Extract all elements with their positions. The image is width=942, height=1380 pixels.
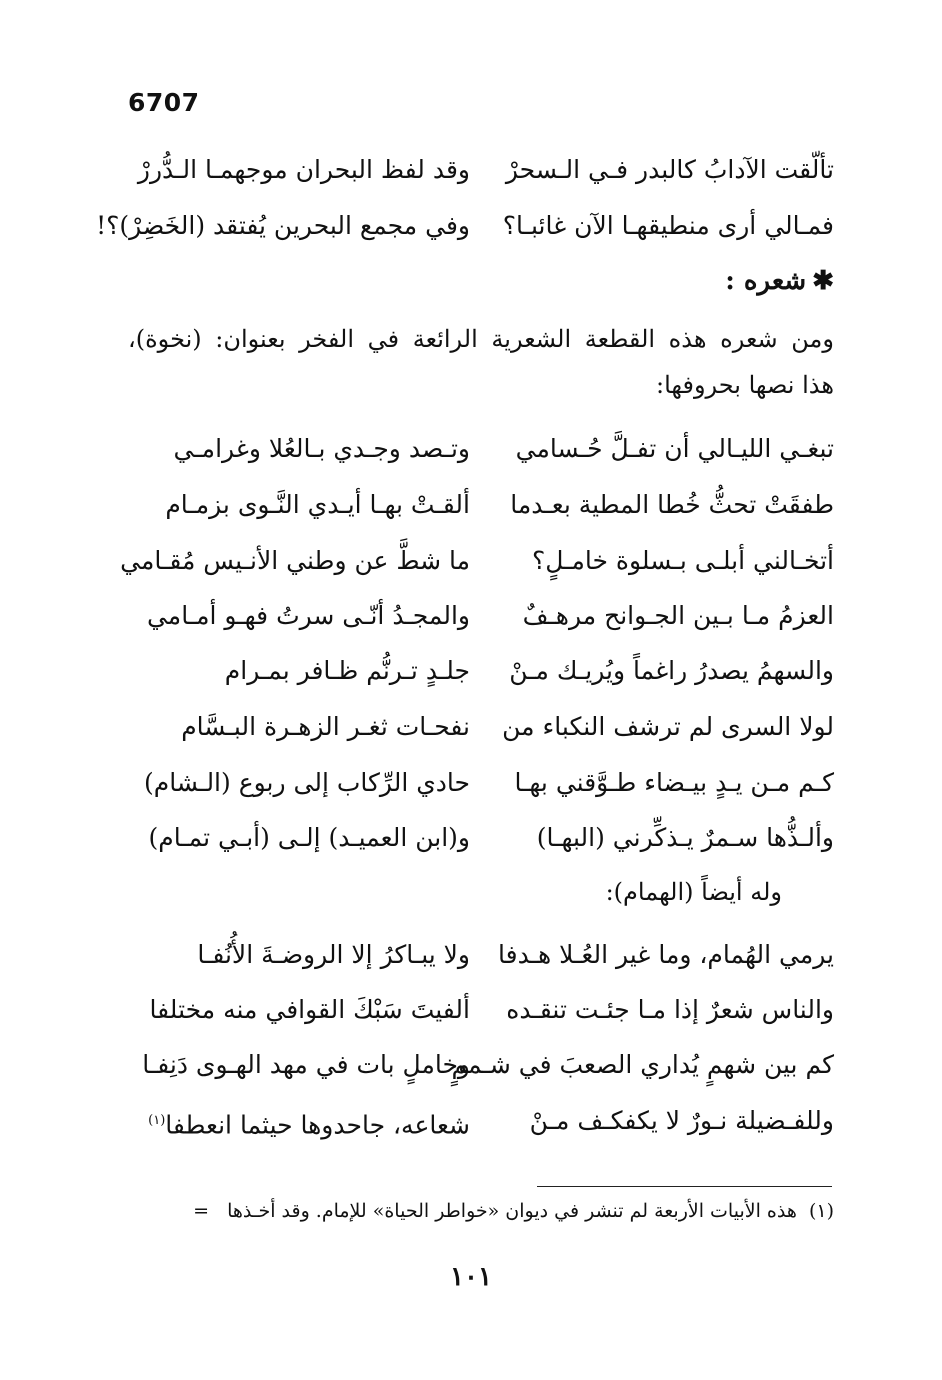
verse-left: و(ابن العميـد) إلـى (أبـي تمـام) bbox=[148, 823, 470, 852]
verse-right: لولا السرى لم ترشف النكباء من bbox=[502, 712, 834, 741]
verse-left: والمجـدُ أنّـى سرتُ فهـو أمـامي bbox=[146, 601, 470, 630]
verse-right: والناس شعرٌ إذا مـا جئـت تنقـده bbox=[506, 995, 834, 1024]
intro-line: ومن شعره هذه القطعة الشعرية الرائعة في الفخر بعنوان: (نخوة)، bbox=[128, 325, 834, 353]
footnote-separator bbox=[537, 1186, 832, 1187]
section-heading-text: شعره : bbox=[725, 266, 807, 296]
section-heading bbox=[725, 266, 834, 296]
verse-right: طفقَتْ تحثُّ خُطا المطية بعـدما bbox=[510, 490, 834, 519]
verse-right: تألّقت الآدابُ كالبدر فـي الـسحرْ bbox=[505, 155, 834, 184]
verse-left: جلـدٍ تـرنُّم ظـافر بمـرام bbox=[224, 656, 470, 685]
star-icon: ✱ bbox=[812, 266, 834, 296]
footnote-marker[interactable]: (١) bbox=[148, 1113, 166, 1128]
poem-intro: وله أيضاً (الهمام): bbox=[605, 878, 782, 906]
verse-left: وفي مجمع البحرين يُفتقد (الخَضِرْ)؟! bbox=[96, 211, 470, 240]
verse-right: وللفـضيلة نـورٌ لا يكفكـف مـنْ bbox=[529, 1106, 834, 1135]
verse-left: وتـصد وجـدي بـالعُلا وغرامـي bbox=[173, 434, 470, 463]
verse-left-text: شعاعه، جاحدوها حيثما انعطفا bbox=[165, 1110, 470, 1140]
verse-right: يرمي الهُمام، وما غير العُـلا هـدفا bbox=[498, 940, 834, 969]
verse-left: وقد لفظ البحران موجهمـا الـدُّررْ bbox=[137, 155, 470, 184]
verse-left: ما شطَّ عن وطني الأنـيس مُقـامي bbox=[120, 546, 470, 575]
verse-right: تبغـي الليـالي أن تفـلَّ حُـسامي bbox=[515, 434, 834, 463]
verse-left: وخاملٍ بات في مهد الهـوى دَنِفـا bbox=[142, 1050, 470, 1079]
verse-right: فمـالي أرى منطيقهـا الآن غائبـا؟ bbox=[502, 211, 834, 240]
page-number: ١٠١ bbox=[450, 1262, 492, 1292]
footnote-continuation: = bbox=[193, 1200, 209, 1222]
intro-line: هذا نصها بحروفها: bbox=[656, 371, 834, 399]
verse-right: كم بين شهمٍ يُداري الصعبَ في شـممٍ bbox=[451, 1050, 834, 1079]
verse-right: والسهمُ يصدرُ راغماً ويُريـك مـنْ bbox=[509, 656, 834, 685]
verse-right: كـم مـن يـدٍ بيـضاء طـوَّقني بهـا bbox=[514, 768, 834, 797]
verse-right: العزمُ مـا بـين الجـوانح مرهـفٌ bbox=[522, 601, 834, 630]
footnote bbox=[193, 1200, 834, 1222]
verse-left: ألفيتَ سَبْكَ القوافي منه مختلفا bbox=[149, 995, 470, 1024]
archive-page-id: 6707 bbox=[128, 88, 200, 117]
verse-right: وألـذُّها سـمرٌ يـذكِّرني (البهـا) bbox=[536, 823, 834, 852]
verse-left: ألقـتْ بهـا أيـدي النَّـوى بزمـام bbox=[165, 490, 470, 519]
verse-left bbox=[130, 1104, 470, 1142]
verse-left: حادي الرِّكاب إلى ربوع (الـشام) bbox=[143, 768, 470, 797]
verse-left: نفحـات ثغـر الزهـرة البـسَّام bbox=[181, 712, 470, 741]
verse-left: ولا يبـاكرُ إلا الروضـةَ الأُنُفـا bbox=[197, 940, 470, 969]
verse-right: أتخـالني أبلـى بـسلوة خامـلٍ؟ bbox=[531, 546, 834, 575]
footnote-text: هذه الأبيات الأربعة لم تنشر في ديوان «خواطر الحياة» للإمام. وقد أخـذها bbox=[227, 1200, 797, 1222]
footnote-number: (١) bbox=[808, 1200, 834, 1222]
